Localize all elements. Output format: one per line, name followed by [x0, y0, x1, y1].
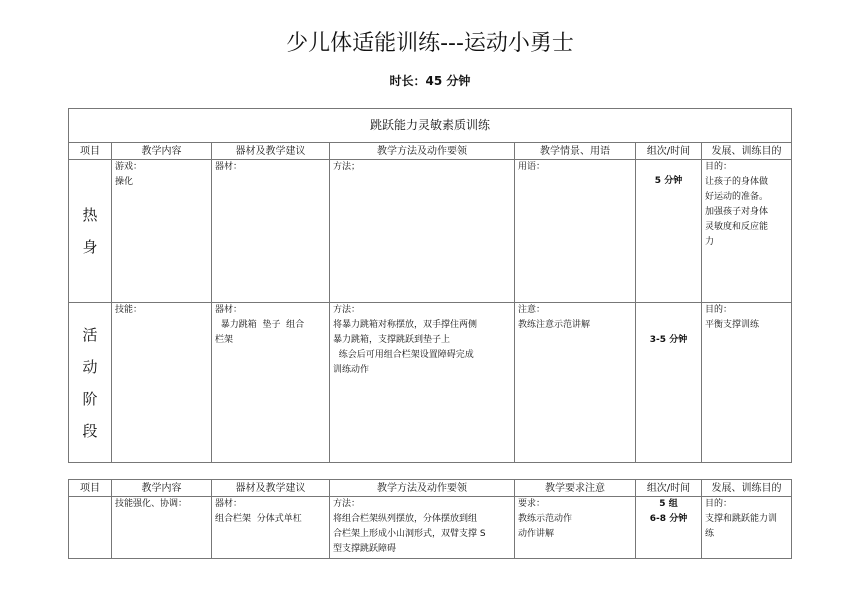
- time-cell: [636, 160, 702, 303]
- method-line: 将暴力跳箱对称摆放，双手撑住两侧: [333, 320, 478, 330]
- method-line: 方法：: [333, 499, 361, 509]
- header-cell: 发展、训练目的: [702, 143, 792, 160]
- equipment-cell: [212, 303, 330, 463]
- header-cell: 组次/时间: [636, 143, 702, 160]
- purpose-line: 让孩子的身体做: [705, 177, 769, 187]
- time-value: 3-5 分钟: [649, 335, 688, 345]
- purpose-line: 目的：: [705, 499, 733, 509]
- training-table-1: [68, 108, 792, 463]
- phase-char: 段: [82, 421, 98, 440]
- purpose-line: 平衡支撑训练: [705, 320, 760, 330]
- content-cell: [112, 160, 212, 303]
- training-table-2: [68, 479, 792, 559]
- header-cell: 教学内容: [112, 143, 212, 160]
- content-cell: [112, 303, 212, 463]
- content-cell: [112, 497, 212, 559]
- equipment-line: 器材：: [215, 162, 243, 172]
- equipment-line: 暴力跳箱 垫子 组合: [215, 320, 305, 330]
- phase-char: 身: [82, 238, 98, 256]
- scenario-cell: [515, 303, 636, 463]
- equipment-cell: [212, 497, 330, 559]
- phase-char: 阶: [82, 389, 98, 408]
- header-cell: 教学情景、用语: [515, 143, 636, 160]
- table-row-activity: [69, 303, 792, 463]
- phase-cell-warmup: [69, 160, 112, 303]
- scenario-line: 教练注意示范讲解: [518, 320, 591, 330]
- table-header-row: [69, 143, 792, 160]
- method-cell: [330, 160, 515, 303]
- phase-cell-skill: [69, 497, 112, 559]
- time-value: 5 分钟: [654, 176, 683, 186]
- scenario-line: 注意：: [518, 305, 546, 315]
- table-row-skill: [69, 497, 792, 559]
- time-cell: [636, 303, 702, 463]
- requirements-cell: [515, 497, 636, 559]
- header-cell: 器材及教学建议: [212, 480, 330, 497]
- content-line: 技能强化、协调：: [115, 499, 188, 509]
- method-line: 方法：: [333, 305, 361, 315]
- purpose-line: 目的：: [705, 305, 733, 315]
- phase-cell-activity: [69, 303, 112, 463]
- header-cell: 组次/时间: [636, 480, 702, 497]
- phase-char: 动: [82, 357, 98, 376]
- table-header-row: [69, 480, 792, 497]
- purpose-cell: [702, 303, 792, 463]
- phase-char: 热: [82, 206, 98, 224]
- method-cell: [330, 497, 515, 559]
- table-row-warmup: [69, 160, 792, 303]
- header-cell: 发展、训练目的: [702, 480, 792, 497]
- method-line: 训练动作: [333, 365, 370, 375]
- method-line: 练会后可用组合栏架设置障碍完成: [333, 350, 474, 360]
- purpose-cell: [702, 160, 792, 303]
- purpose-line: 支撑和跳跃能力训: [705, 514, 778, 524]
- header-cell: 教学要求注意: [515, 480, 636, 497]
- header-cell: 教学方法及动作要领: [330, 143, 515, 160]
- method-line: 型支撑跳跃障碍: [333, 544, 397, 554]
- duration-label: 时长：45 分钟: [389, 74, 471, 88]
- method-line: 方法；: [333, 162, 361, 172]
- requirements-line: 教练示范动作: [518, 514, 573, 524]
- purpose-line: 好运动的准备。: [705, 192, 769, 202]
- purpose-line: 灵敏度和反应能: [705, 222, 769, 232]
- equipment-line: 组合栏架 分体式单杠: [215, 514, 302, 524]
- equipment-line: 器材：: [215, 499, 243, 509]
- method-line: 合栏架上形成小山洞形式，双臂支撑 S: [333, 529, 486, 539]
- content-line: 技能：: [115, 305, 143, 315]
- scenario-cell: [515, 160, 636, 303]
- header-cell: 项目: [69, 143, 112, 160]
- time-value: 5 组: [659, 499, 678, 509]
- purpose-line: 加强孩子对身体: [705, 207, 769, 217]
- purpose-cell: [702, 497, 792, 559]
- equipment-cell: [212, 160, 330, 303]
- purpose-line: 练: [705, 529, 715, 539]
- time-cell: [636, 497, 702, 559]
- scenario-line: 用语：: [518, 162, 546, 172]
- page-title: 少儿体适能训练---运动小勇士: [286, 31, 574, 56]
- header-cell: 教学内容: [112, 480, 212, 497]
- header-cell: 教学方法及动作要领: [330, 480, 515, 497]
- content-line: 操化: [115, 177, 134, 187]
- equipment-line: 器材：: [215, 305, 243, 315]
- purpose-line: 目的：: [705, 162, 733, 172]
- table-banner: 跳跃能力灵敏素质训练: [69, 109, 792, 143]
- table-banner-row: [69, 109, 792, 143]
- header-cell: 项目: [69, 480, 112, 497]
- requirements-line: 要求：: [518, 499, 546, 509]
- method-cell: [330, 303, 515, 463]
- time-value: 6-8 分钟: [649, 514, 688, 524]
- purpose-line: 力: [705, 237, 715, 247]
- method-line: 将组合栏架纵列摆放，分体摆放到组: [333, 514, 478, 524]
- requirements-line: 动作讲解: [518, 529, 555, 539]
- content-line: 游戏：: [115, 162, 143, 172]
- equipment-line: 栏架: [215, 335, 234, 345]
- method-line: 暴力跳箱，支撑跳跃到垫子上: [333, 335, 451, 345]
- phase-char: 活: [82, 325, 98, 344]
- header-cell: 器材及教学建议: [212, 143, 330, 160]
